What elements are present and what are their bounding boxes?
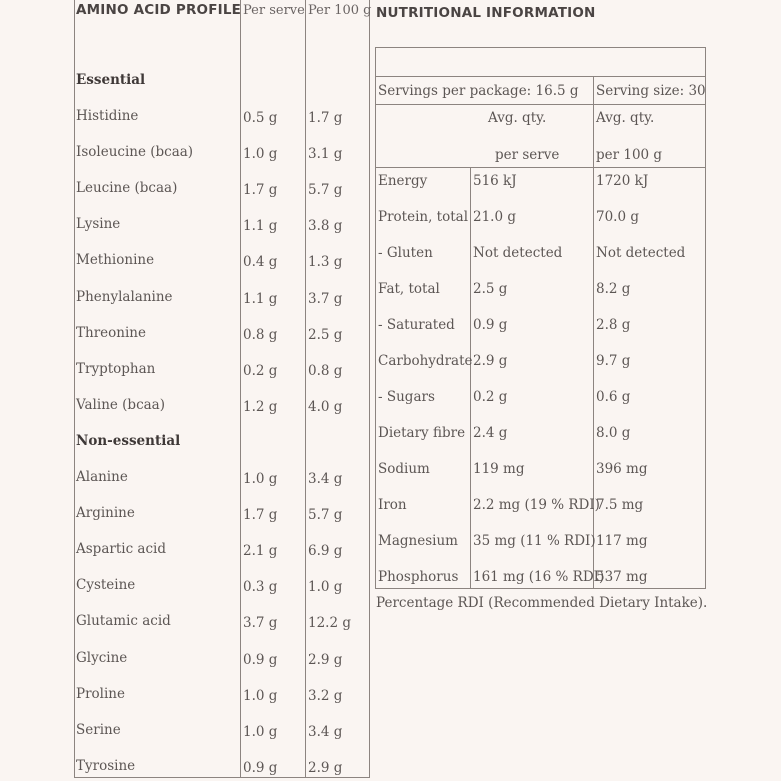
nutrition-sep-2 bbox=[375, 104, 706, 105]
rdi-footnote: Percentage RDI (Recommended Dietary Intake). bbox=[376, 595, 708, 611]
amino-name: Histidine bbox=[76, 108, 139, 124]
amino-per-serve: 0.9 g bbox=[243, 759, 278, 776]
amino-name: Valine (bcaa) bbox=[76, 396, 166, 413]
nutrient-per-serve: 516 kJ bbox=[473, 173, 517, 189]
servings-per-package: Servings per package: 16.5 g bbox=[378, 83, 579, 99]
amino-name: Phenylalanine bbox=[76, 288, 173, 305]
amino-divider-100g bbox=[305, 0, 306, 778]
per-100g-label: per 100 g bbox=[596, 147, 663, 163]
nutrient-name: Fat, total bbox=[378, 281, 440, 297]
nutrient-per-100g: 9.7 g bbox=[596, 353, 631, 369]
amino-per-serve: 1.0 g bbox=[243, 687, 278, 704]
amino-per-serve: 1.0 g bbox=[243, 471, 278, 487]
amino-name: Tyrosine bbox=[76, 757, 136, 774]
amino-per-serve: 1.7 g bbox=[243, 507, 278, 524]
nutrient-name: Dietary fibre bbox=[378, 425, 466, 441]
section-non-essential: Non-essential bbox=[76, 433, 181, 449]
amino-per-100g: 2.9 g bbox=[308, 759, 343, 776]
nutrient-per-100g: 70.0 g bbox=[596, 209, 639, 225]
amino-per-100g: 6.9 g bbox=[308, 543, 343, 560]
amino-per-serve: 1.2 g bbox=[243, 398, 278, 415]
amino-per-100g: 0.8 g bbox=[308, 362, 343, 379]
amino-per-100g: 1.3 g bbox=[308, 254, 343, 271]
amino-per-100g: 3.7 g bbox=[308, 290, 343, 307]
amino-per-100g: 4.0 g bbox=[308, 398, 343, 415]
amino-per-serve: 1.7 g bbox=[243, 182, 278, 199]
nutrient-name: Sodium bbox=[378, 461, 430, 477]
section-essential: Essential bbox=[76, 72, 146, 88]
nutrient-per-100g: 537 mg bbox=[596, 569, 648, 585]
nutrition-sep-3 bbox=[375, 167, 706, 168]
amino-name: Serine bbox=[76, 721, 121, 738]
nutrition-sep-1 bbox=[375, 76, 706, 77]
nutrient-per-100g: 8.0 g bbox=[596, 425, 631, 441]
amino-per-serve: 1.0 g bbox=[243, 723, 278, 740]
amino-name: Isoleucine (bcaa) bbox=[76, 144, 194, 161]
amino-per-100g: 1.0 g bbox=[308, 579, 343, 596]
nutrient-per-serve: 2.5 g bbox=[473, 281, 508, 297]
nutrient-name: Energy bbox=[378, 173, 428, 189]
nutrition-border-left bbox=[375, 47, 376, 589]
amino-per-100g: 3.8 g bbox=[308, 218, 343, 235]
per-serve-label: per serve bbox=[495, 147, 560, 163]
amino-name: Glycine bbox=[76, 649, 128, 666]
amino-per-100g: 2.5 g bbox=[308, 326, 343, 343]
amino-name: Arginine bbox=[76, 505, 135, 522]
nutrient-per-100g: 2.8 g bbox=[596, 317, 631, 333]
nutrition-border-right bbox=[705, 47, 706, 589]
col-header-per-serve: Per serve bbox=[243, 3, 305, 18]
nutrient-per-serve: 35 mg (11 % RDI) bbox=[473, 533, 596, 549]
amino-name: Glutamic acid bbox=[76, 613, 171, 630]
amino-name: Tryptophan bbox=[76, 360, 156, 377]
avg-qty-per-100g: Avg. qty. bbox=[596, 110, 655, 126]
nutrient-name: Phosphorus bbox=[378, 569, 459, 585]
avg-qty-per-serve: Avg. qty. bbox=[488, 110, 547, 126]
amino-name: Threonine bbox=[76, 324, 146, 341]
amino-per-serve: 1.1 g bbox=[243, 290, 278, 307]
col-header-per-100g: Per 100 g bbox=[308, 3, 372, 18]
amino-per-serve: 0.9 g bbox=[243, 651, 278, 668]
nutrient-name: - Sugars bbox=[378, 389, 435, 405]
nutrient-per-serve: Not detected bbox=[473, 245, 563, 261]
nutrient-per-serve: 0.9 g bbox=[473, 317, 508, 333]
amino-bottom-border bbox=[74, 777, 370, 778]
amino-per-serve: 0.4 g bbox=[243, 254, 278, 271]
nutrient-per-serve: 2.9 g bbox=[473, 353, 508, 369]
amino-per-100g: 5.7 g bbox=[308, 507, 343, 524]
amino-per-100g: 1.7 g bbox=[308, 110, 343, 126]
amino-per-serve: 1.1 g bbox=[243, 218, 278, 235]
nutrient-per-100g: 396 mg bbox=[596, 461, 648, 477]
nutrient-per-serve: 2.2 mg (19 % RDI) bbox=[473, 497, 600, 513]
nutrient-per-serve: 21.0 g bbox=[473, 209, 516, 225]
amino-divider-left bbox=[74, 0, 75, 778]
nutrient-name: Magnesium bbox=[378, 533, 458, 549]
amino-per-100g: 3.2 g bbox=[308, 687, 343, 704]
nutrient-per-100g: 7.5 mg bbox=[596, 497, 644, 513]
nutrient-name: - Gluten bbox=[378, 245, 433, 261]
amino-per-100g: 3.1 g bbox=[308, 146, 343, 163]
amino-name: Alanine bbox=[76, 469, 128, 485]
amino-per-serve: 0.3 g bbox=[243, 579, 278, 596]
amino-per-100g: 2.9 g bbox=[308, 651, 343, 668]
amino-per-100g: 5.7 g bbox=[308, 182, 343, 199]
nutrient-name: Carbohydrate bbox=[378, 353, 473, 369]
amino-name: Proline bbox=[76, 685, 125, 702]
nutrient-per-100g: 0.6 g bbox=[596, 389, 631, 405]
nutrient-per-100g: Not detected bbox=[596, 245, 686, 261]
nutrient-per-serve: 119 mg bbox=[473, 461, 525, 477]
nutrient-per-100g: 1720 kJ bbox=[596, 173, 649, 189]
nutrient-per-100g: 8.2 g bbox=[596, 281, 631, 297]
amino-name: Lysine bbox=[76, 216, 121, 233]
amino-per-serve: 0.5 g bbox=[243, 110, 278, 126]
amino-per-serve: 3.7 g bbox=[243, 615, 278, 632]
nutrient-per-serve: 161 mg (16 % RDI) bbox=[473, 569, 605, 585]
nutrient-per-100g: 117 mg bbox=[596, 533, 648, 549]
amino-name: Methionine bbox=[76, 252, 155, 269]
amino-name: Leucine (bcaa) bbox=[76, 180, 178, 197]
amino-per-serve: 1.0 g bbox=[243, 146, 278, 163]
amino-per-serve: 2.1 g bbox=[243, 543, 278, 560]
nutrient-name: - Saturated bbox=[378, 317, 455, 333]
nutrient-name: Protein, total bbox=[378, 209, 469, 225]
amino-divider-serve bbox=[240, 0, 241, 778]
amino-per-serve: 0.8 g bbox=[243, 326, 278, 343]
amino-per-100g: 3.4 g bbox=[308, 471, 343, 487]
nutrient-per-serve: 2.4 g bbox=[473, 425, 508, 441]
amino-title: AMINO ACID PROFILE bbox=[76, 2, 242, 18]
amino-divider-right bbox=[369, 0, 370, 778]
nutrition-col-sep-b bbox=[470, 167, 471, 589]
amino-per-100g: 12.2 g bbox=[308, 615, 351, 632]
nutrition-border-bottom bbox=[375, 588, 706, 589]
amino-name: Cysteine bbox=[76, 577, 136, 594]
nutrition-border-top bbox=[375, 47, 706, 48]
amino-per-100g: 3.4 g bbox=[308, 723, 343, 740]
serving-size: Serving size: 30 bbox=[596, 83, 706, 99]
amino-per-serve: 0.2 g bbox=[243, 362, 278, 379]
nutrition-title: NUTRITIONAL INFORMATION bbox=[376, 5, 596, 21]
amino-name: Aspartic acid bbox=[76, 541, 166, 558]
nutrient-per-serve: 0.2 g bbox=[473, 389, 508, 405]
nutrient-name: Iron bbox=[378, 497, 407, 513]
